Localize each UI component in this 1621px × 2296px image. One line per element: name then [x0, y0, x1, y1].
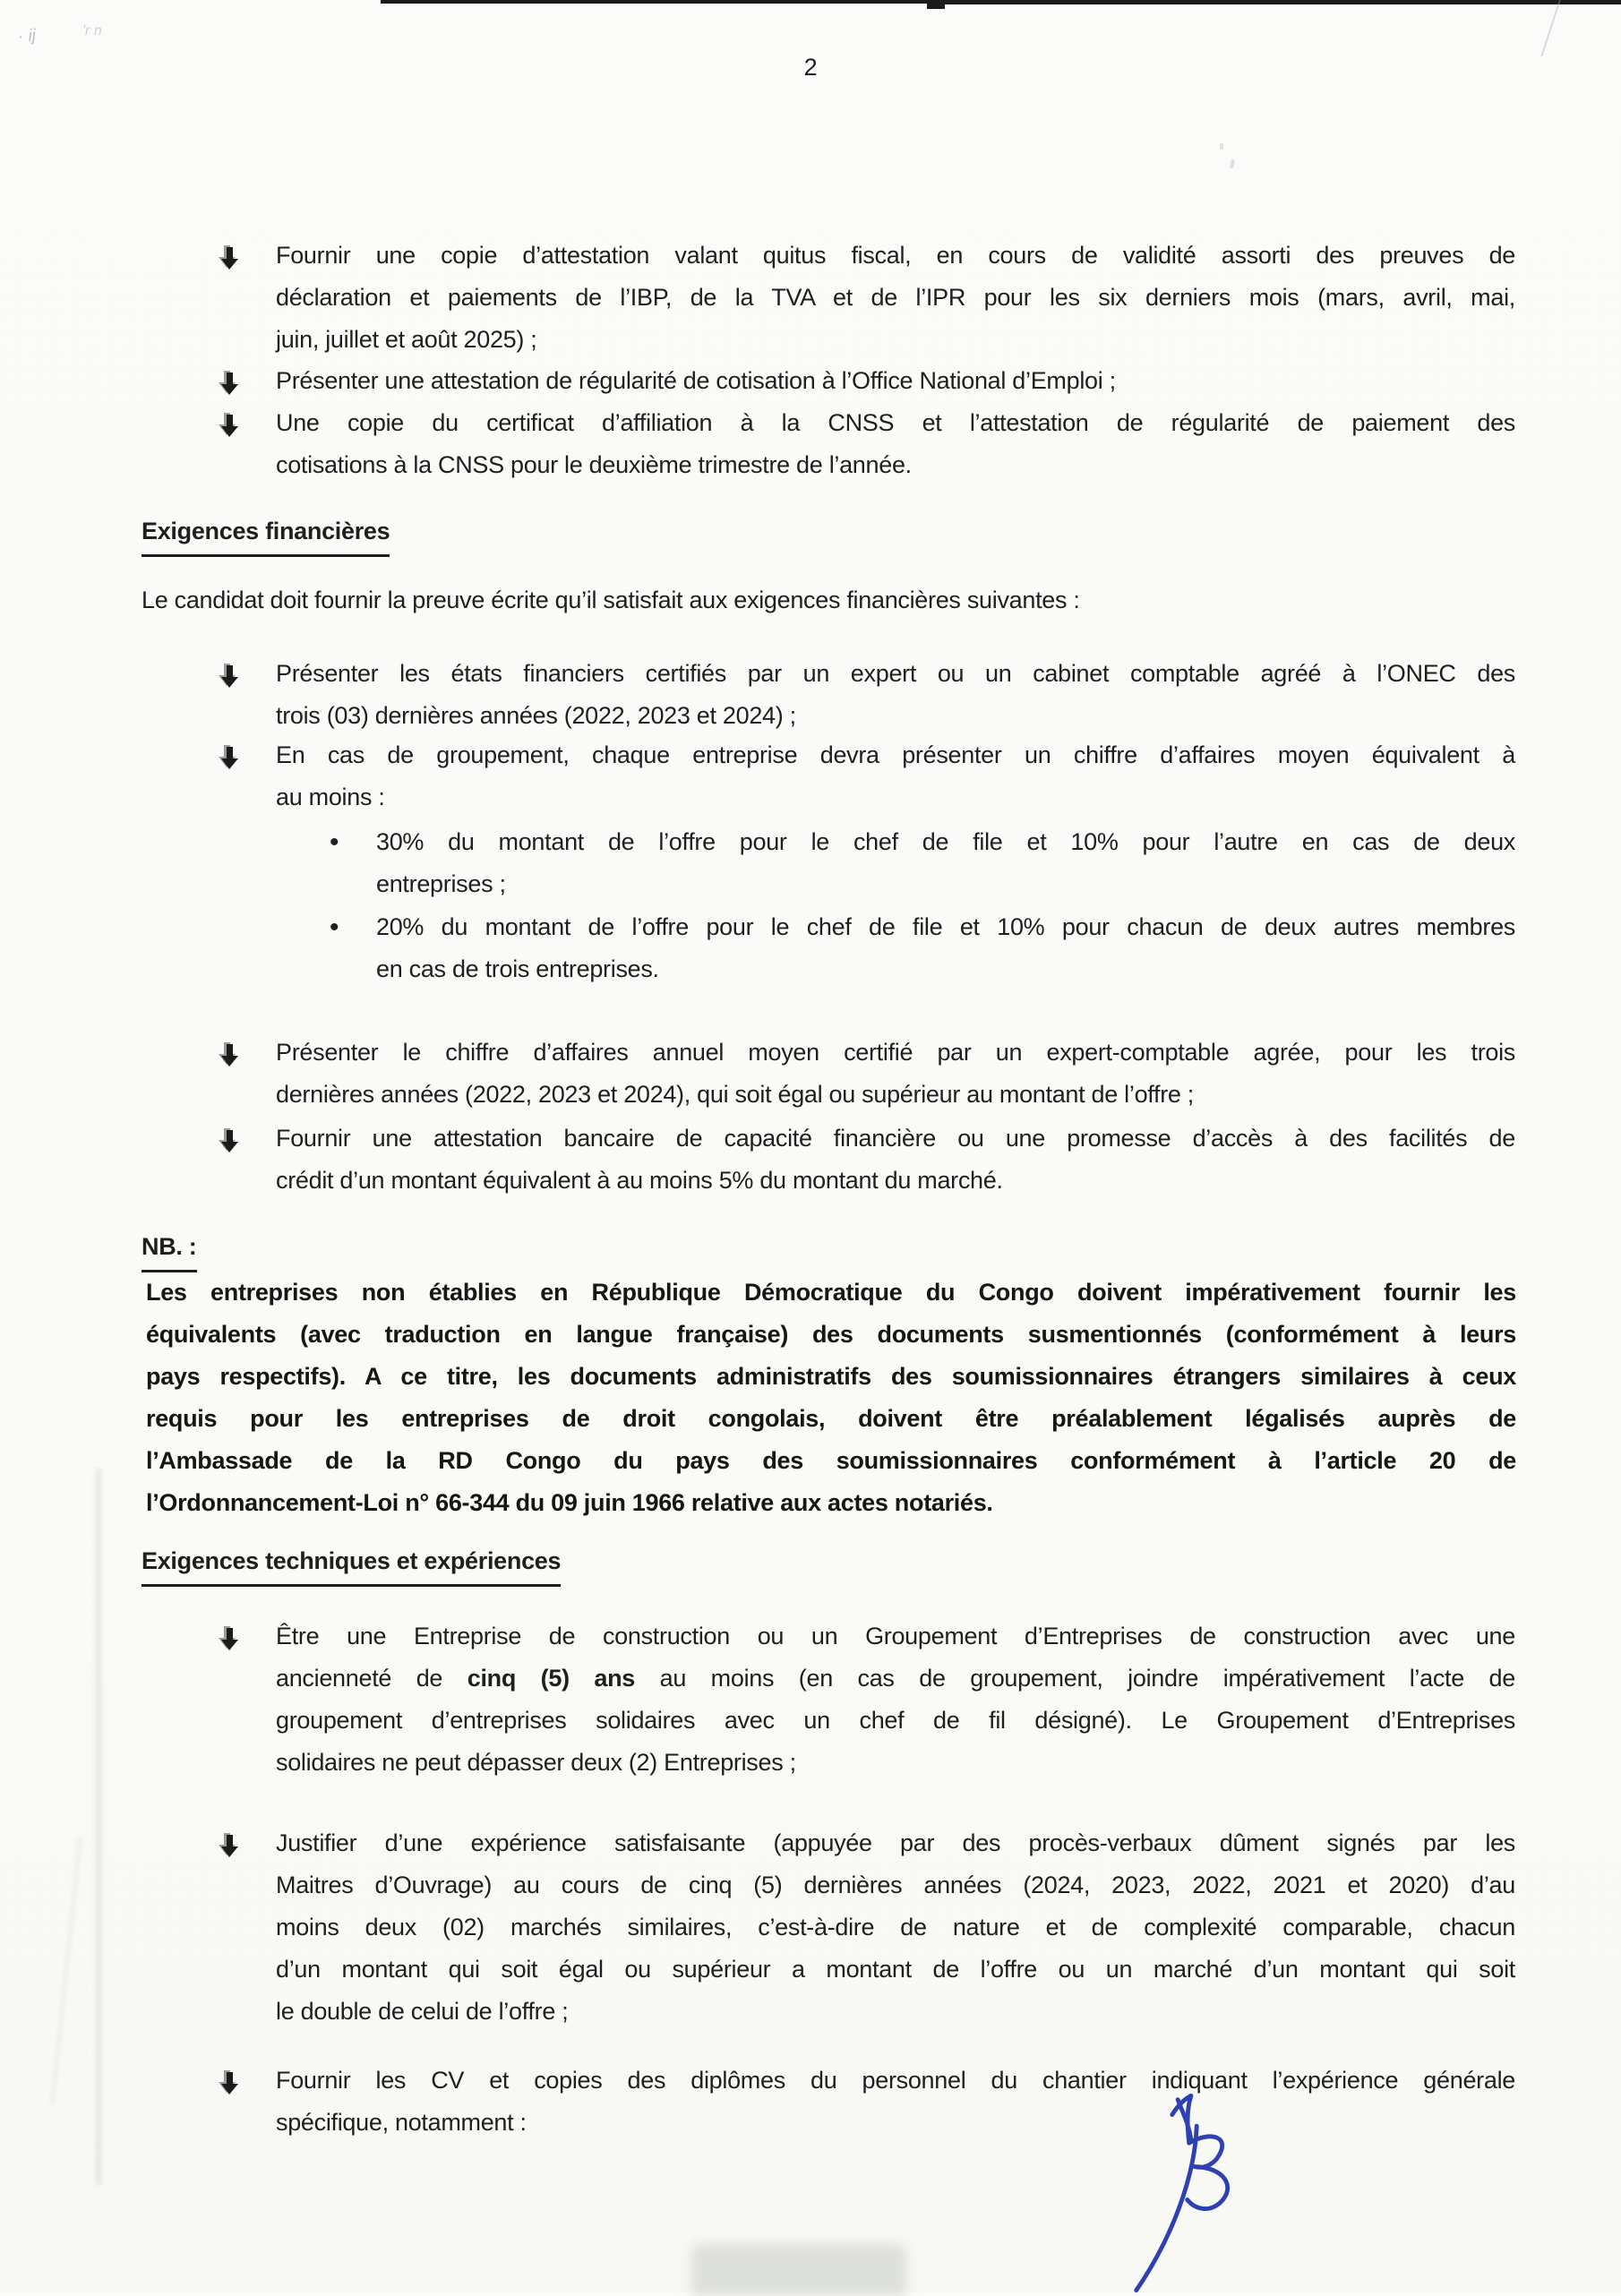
- text-line: déclaration et paiements de l’IBP, de la TVA et de l’IPR pour les six derniers mois (mars, avril, mai,: [276, 284, 1515, 311]
- text-line: Présenter les états financiers certifiés par un expert ou un cabinet comptable agréé à l’ONEC des: [276, 660, 1515, 687]
- para-candidat: [142, 579, 1515, 621]
- text-line: 2: [803, 54, 818, 81]
- bullet-arrow-icon: [219, 1040, 242, 1067]
- text-line: l’Ambassade de la RD Congo du pays des soumissionnaires conformément à l’article 20 de: [146, 1447, 1516, 1474]
- bullet-arrow-icon: [219, 661, 242, 688]
- bullet-groupement-ca: [276, 734, 1515, 818]
- text-line: dernières années (2022, 2023 et 2024), qui soit égal ou supérieur au montant de l’offre ;: [276, 1081, 1195, 1108]
- bullet-arrow-icon: [219, 1830, 242, 1857]
- text-line: pays respectifs). A ce titre, les documents administratifs des soumissionnaires étrangers similaires à ceux: [146, 1363, 1516, 1390]
- text-line: au moins :: [276, 784, 385, 810]
- text-line: Présenter le chiffre d’affaires annuel moyen certifié par un expert-comptable agrée, pour les trois: [276, 1039, 1515, 1066]
- bullet-arrow-icon: [219, 742, 242, 769]
- text-line: solidaires ne peut dépasser deux (2) Entreprises ;: [276, 1749, 796, 1776]
- bullet-anciennete: [276, 1615, 1515, 1784]
- text-line: d’un montant qui soit égal ou supérieur a montant de l’offre ou un marché d’un montant qui soit: [276, 1956, 1515, 1983]
- bullet-cnss: [276, 402, 1515, 486]
- text-line: l’Ordonnancement-Loi n° 66-344 du 09 juin 1966 relative aux actes notariés.: [146, 1489, 993, 1516]
- text-line: Être une Entreprise de construction ou un Groupement d’Entreprises de construction avec une: [276, 1623, 1515, 1649]
- heading-exigences-techniques: [142, 1540, 1515, 1587]
- text-line: Maitres d’Ouvrage) au cours de cinq (5) dernières années (2024, 2023, 2022, 2021 et 2020) d’au: [276, 1872, 1515, 1898]
- text-line: Une copie du certificat d’affiliation à la CNSS et l’attestation de régularité de paiement des: [276, 409, 1515, 436]
- text-line: NB. :: [142, 1226, 197, 1272]
- text-line: En cas de groupement, chaque entreprise devra présenter un chiffre d’affaires moyen équivalent à: [276, 741, 1515, 768]
- text-line: moins deux (02) marchés similaires, c’est-à-dire de nature et de complexité comparable, chacun: [276, 1914, 1515, 1940]
- text-line: Fournir les CV et copies des diplômes du personnel du chantier indiquant l’expérience générale: [276, 2067, 1515, 2094]
- text-line: Justifier d’une expérience satisfaisante (appuyée par des procès-verbaux dûment signés par les: [276, 1829, 1515, 1856]
- text-line: spécifique, notamment :: [276, 2109, 527, 2136]
- text-line: entreprises ;: [376, 870, 506, 897]
- bullet-dot-icon: •: [330, 912, 339, 942]
- heading-exigences-financieres: [142, 510, 1515, 557]
- bullet-arrow-icon: [219, 368, 242, 395]
- text-line: trois (03) dernières années (2022, 2023 et 2024) ;: [276, 702, 796, 729]
- text-line: requis pour les entreprises de droit congolais, doivent être préalablement légalisés auprès de: [146, 1405, 1516, 1432]
- text-line: ancienneté de cinq (5) ans au moins (en cas de groupement, joindre impérativement l’acte de: [276, 1665, 1515, 1692]
- bullet-arrow-icon: [219, 410, 242, 437]
- bullet-cv-diplomes: [276, 2060, 1515, 2144]
- pencil-mark-left: · ij: [17, 26, 37, 47]
- para-entreprises-etrangeres: [146, 1272, 1516, 1524]
- text-line: 30% du montant de l’offre pour le chef de file et 10% pour l’autre en cas de deux: [376, 828, 1515, 855]
- text-line: Exigences techniques et expériences: [142, 1540, 561, 1587]
- text-line: Exigences financières: [142, 510, 390, 557]
- bullet-experience: [276, 1822, 1515, 2033]
- bullet-arrow-icon: [219, 2068, 242, 2095]
- text-line: juin, juillet et août 2025) ;: [276, 326, 537, 353]
- subbullet-20-pourcent: [330, 906, 1515, 990]
- bullet-etats-financiers: [276, 653, 1515, 737]
- text-line: le double de celui de l’offre ;: [276, 1998, 569, 2025]
- text-line: Le candidat doit fournir la preuve écrite qu’il satisfait aux exigences financières suivantes :: [142, 587, 1080, 613]
- text-line: Les entreprises non établies en République Démocratique du Congo doivent impérativement fournir les: [146, 1279, 1516, 1306]
- text-line: équivalents (avec traduction en langue française) des documents susmentionnés (conformément à leurs: [146, 1321, 1516, 1348]
- text-line: Présenter une attestation de régularité de cotisation à l’Office National d’Emploi ;: [276, 367, 1116, 394]
- text-line: 20% du montant de l’offre pour le chef de file et 10% pour chacun de deux autres membres: [376, 913, 1515, 940]
- bullet-quitus-fiscal: [276, 235, 1515, 361]
- text-line: en cas de trois entreprises.: [376, 955, 659, 982]
- bullet-onem: [276, 360, 1515, 402]
- text-line: cotisations à la CNSS pour le deuxième trimestre de l’année.: [276, 451, 912, 478]
- text-line: groupement d’entreprises solidaires avec un chef de fil désigné). Le Groupement d’Entreprises: [276, 1707, 1515, 1734]
- heading-nb: [142, 1226, 1515, 1272]
- bullet-dot-icon: •: [330, 827, 339, 857]
- page-number: [0, 47, 1621, 89]
- text-line: Fournir une attestation bancaire de capacité financière ou une promesse d’accès à des facilités de: [276, 1125, 1515, 1152]
- bullet-arrow-icon: [219, 1623, 242, 1650]
- bullet-attestation-bancaire: [276, 1118, 1515, 1202]
- pencil-mark-right: 'r n: [82, 23, 102, 39]
- text-line: crédit d’un montant équivalent à au moins 5% du montant du marché.: [276, 1167, 1003, 1194]
- bullet-ca-annuel: [276, 1032, 1515, 1116]
- text-line: Fournir une copie d’attestation valant quitus fiscal, en cours de validité assorti des preuves de: [276, 242, 1515, 269]
- subbullet-30-pourcent: [330, 821, 1515, 905]
- bullet-arrow-icon: [219, 1126, 242, 1152]
- bullet-arrow-icon: [219, 243, 242, 270]
